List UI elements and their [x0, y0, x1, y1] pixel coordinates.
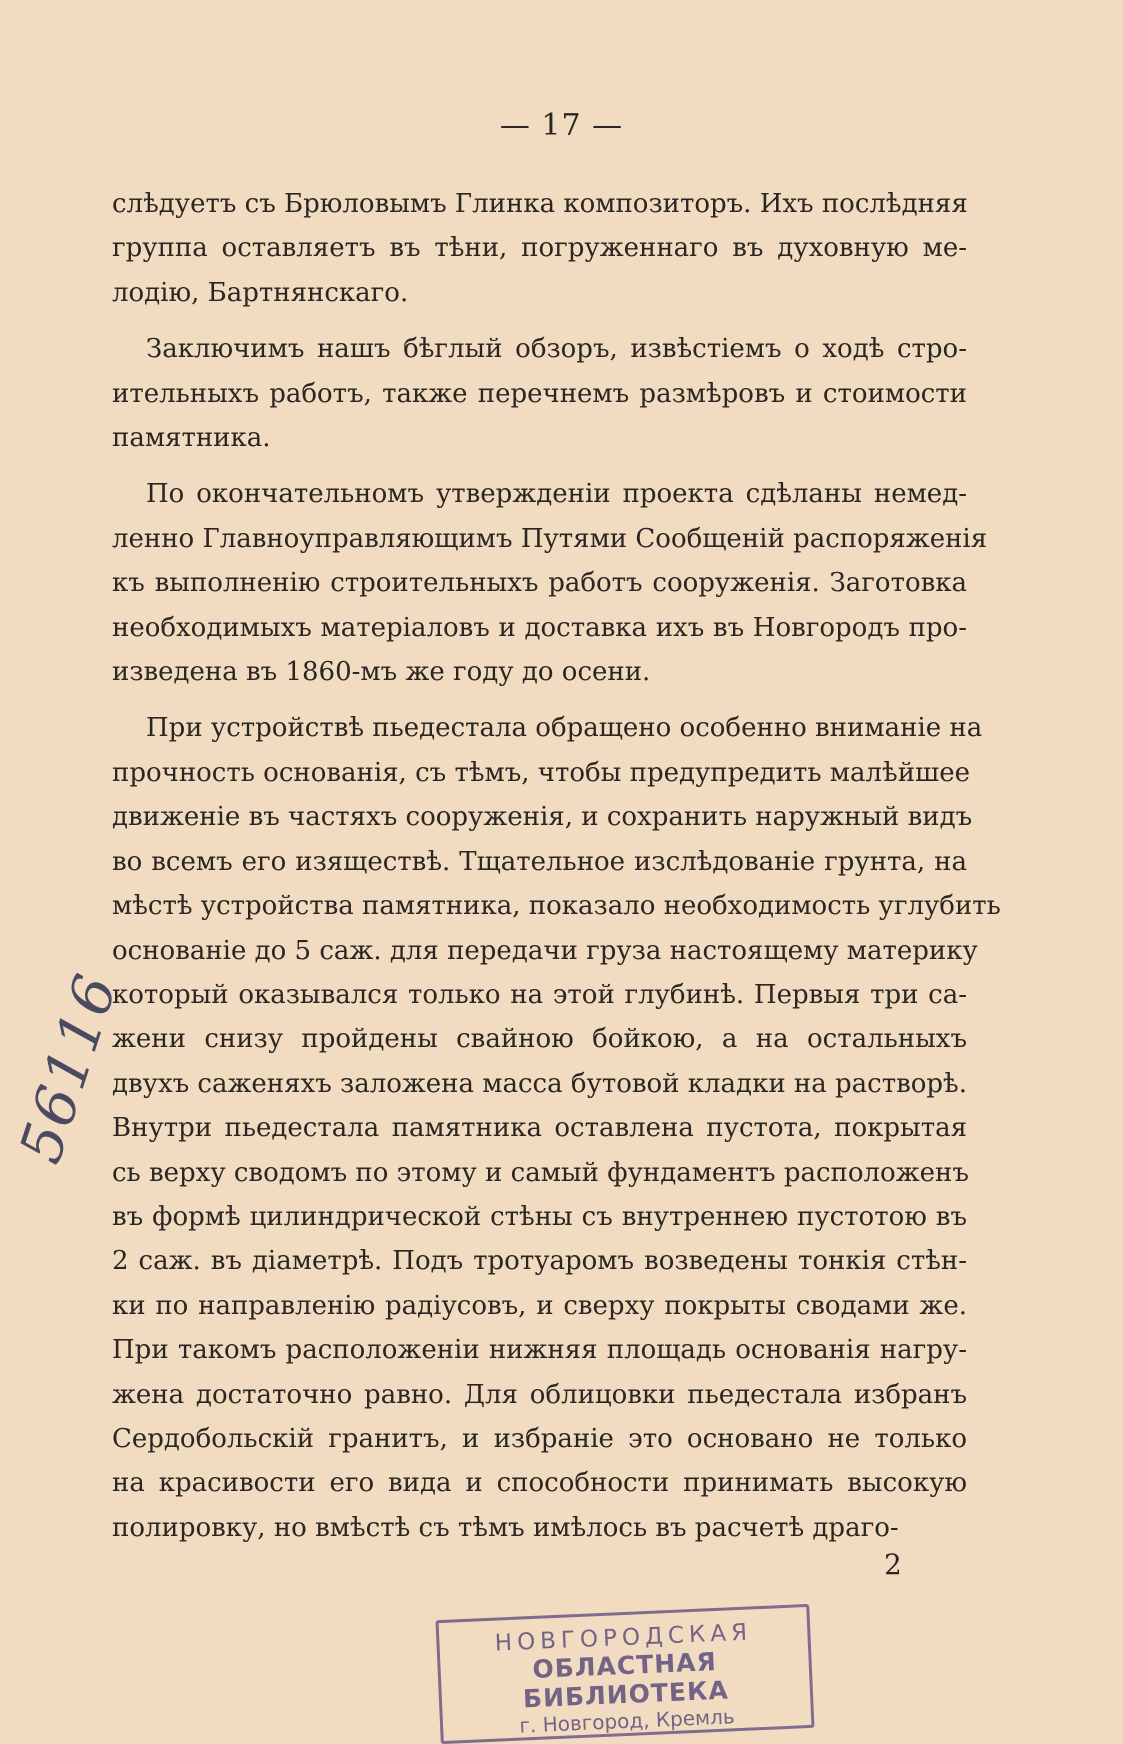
text-line: При устройствѣ пьедестала обращено особенно вниманіе на	[146, 713, 983, 744]
text-line: памятника.	[112, 423, 271, 454]
text-line: прочность основанія, съ тѣмъ, чтобы предупредить малѣйшее	[112, 757, 970, 788]
stamp-line: ОБЛАСТНАЯ БИБЛИОТЕКА	[522, 1647, 730, 1714]
text-line: Заключимъ нашъ бѣглый обзоръ, извѣстіемъ о ходѣ стро-	[146, 334, 967, 365]
text-line: необходимыхъ матеріаловъ и доставка ихъ въ Новгородъ про-	[112, 612, 967, 643]
paragraph	[112, 182, 967, 315]
paragraph	[112, 472, 988, 694]
text-line: ки по направленію радіусовъ, и сверху покрыты сводами же.	[112, 1290, 967, 1321]
text-line: во всемъ его изяществѣ. Тщательное изслѣдованіе грунта, на	[112, 846, 967, 877]
text-line: При такомъ расположеніи нижняя площадь основанія нагру-	[112, 1335, 967, 1366]
body-text	[112, 182, 1001, 1562]
text-line: на красивости его вида и способности принимать высокую	[112, 1468, 967, 1499]
text-line: группа оставляетъ въ тѣни, погруженнаго въ духовную ме-	[112, 233, 967, 264]
paragraph	[112, 327, 967, 460]
text-line: который оказывался только на этой глубинѣ. Первыя три са-	[112, 979, 967, 1010]
stamp-line: НОВГОРОДСКАЯ	[494, 1619, 753, 1657]
text-line: По окончательномъ утвержденіи проекта сдѣланы немед-	[146, 479, 967, 510]
text-line: изведена въ 1860-мъ же году до осени.	[112, 657, 651, 688]
text-line: Внутри пьедестала памятника оставлена пустота, покрытая	[112, 1113, 967, 1144]
text-line: слѣдуетъ съ Брюловымъ Глинка композиторъ. Ихъ послѣдняя	[112, 189, 968, 219]
text-line: къ выполненію строительныхъ работъ сооруженія. Заготовка	[112, 568, 967, 599]
text-line: жена достаточно равно. Для облицовки пьедестала избранъ	[112, 1379, 967, 1410]
sheet-signature-mark: 2	[884, 1548, 902, 1581]
text-line: жени снизу пройдены свайною бойкою, а на остальныхъ	[112, 1024, 967, 1055]
margin-handwriting: 56116	[6, 965, 131, 1172]
text-line: мѣстѣ устройства памятника, показало необходимость углубить	[112, 891, 1001, 922]
text-line: основаніе до 5 саж. для передачи груза настоящему материку	[112, 935, 978, 966]
text-line: лодію, Бартнянскаго.	[112, 277, 409, 308]
library-stamp	[435, 1604, 814, 1744]
page-number: — 17 —	[499, 108, 624, 143]
text-line: двухъ саженяхъ заложена масса бутовой кладки на растворѣ.	[112, 1068, 967, 1099]
text-line: въ формѣ цилиндрической стѣны съ внутреннею пустотою въ	[112, 1201, 967, 1232]
text-line: ленно Главноуправляющимъ Путями Сообщеній распоряженія	[112, 523, 988, 554]
text-line: ительныхъ работъ, также перечнемъ размѣровъ и стоимости	[112, 378, 967, 409]
text-line: Сердобольскій гранитъ, и избраніе это основано не только	[112, 1423, 967, 1454]
text-line: 2 саж. въ діаметрѣ. Подъ тротуаромъ возведены тонкія стѣн-	[112, 1246, 967, 1277]
paragraph	[112, 706, 1001, 1550]
text-line: сь верху сводомъ по этому и самый фундаментъ расположенъ	[112, 1157, 969, 1188]
stamp-line: г. Новгород, Кремль	[518, 1704, 736, 1738]
text-line: движеніе въ частяхъ сооруженія, и сохранить наружный видъ	[112, 802, 973, 833]
text-line: полировку, но вмѣстѣ съ тѣмъ имѣлось въ расчетѣ драго-	[112, 1512, 899, 1543]
